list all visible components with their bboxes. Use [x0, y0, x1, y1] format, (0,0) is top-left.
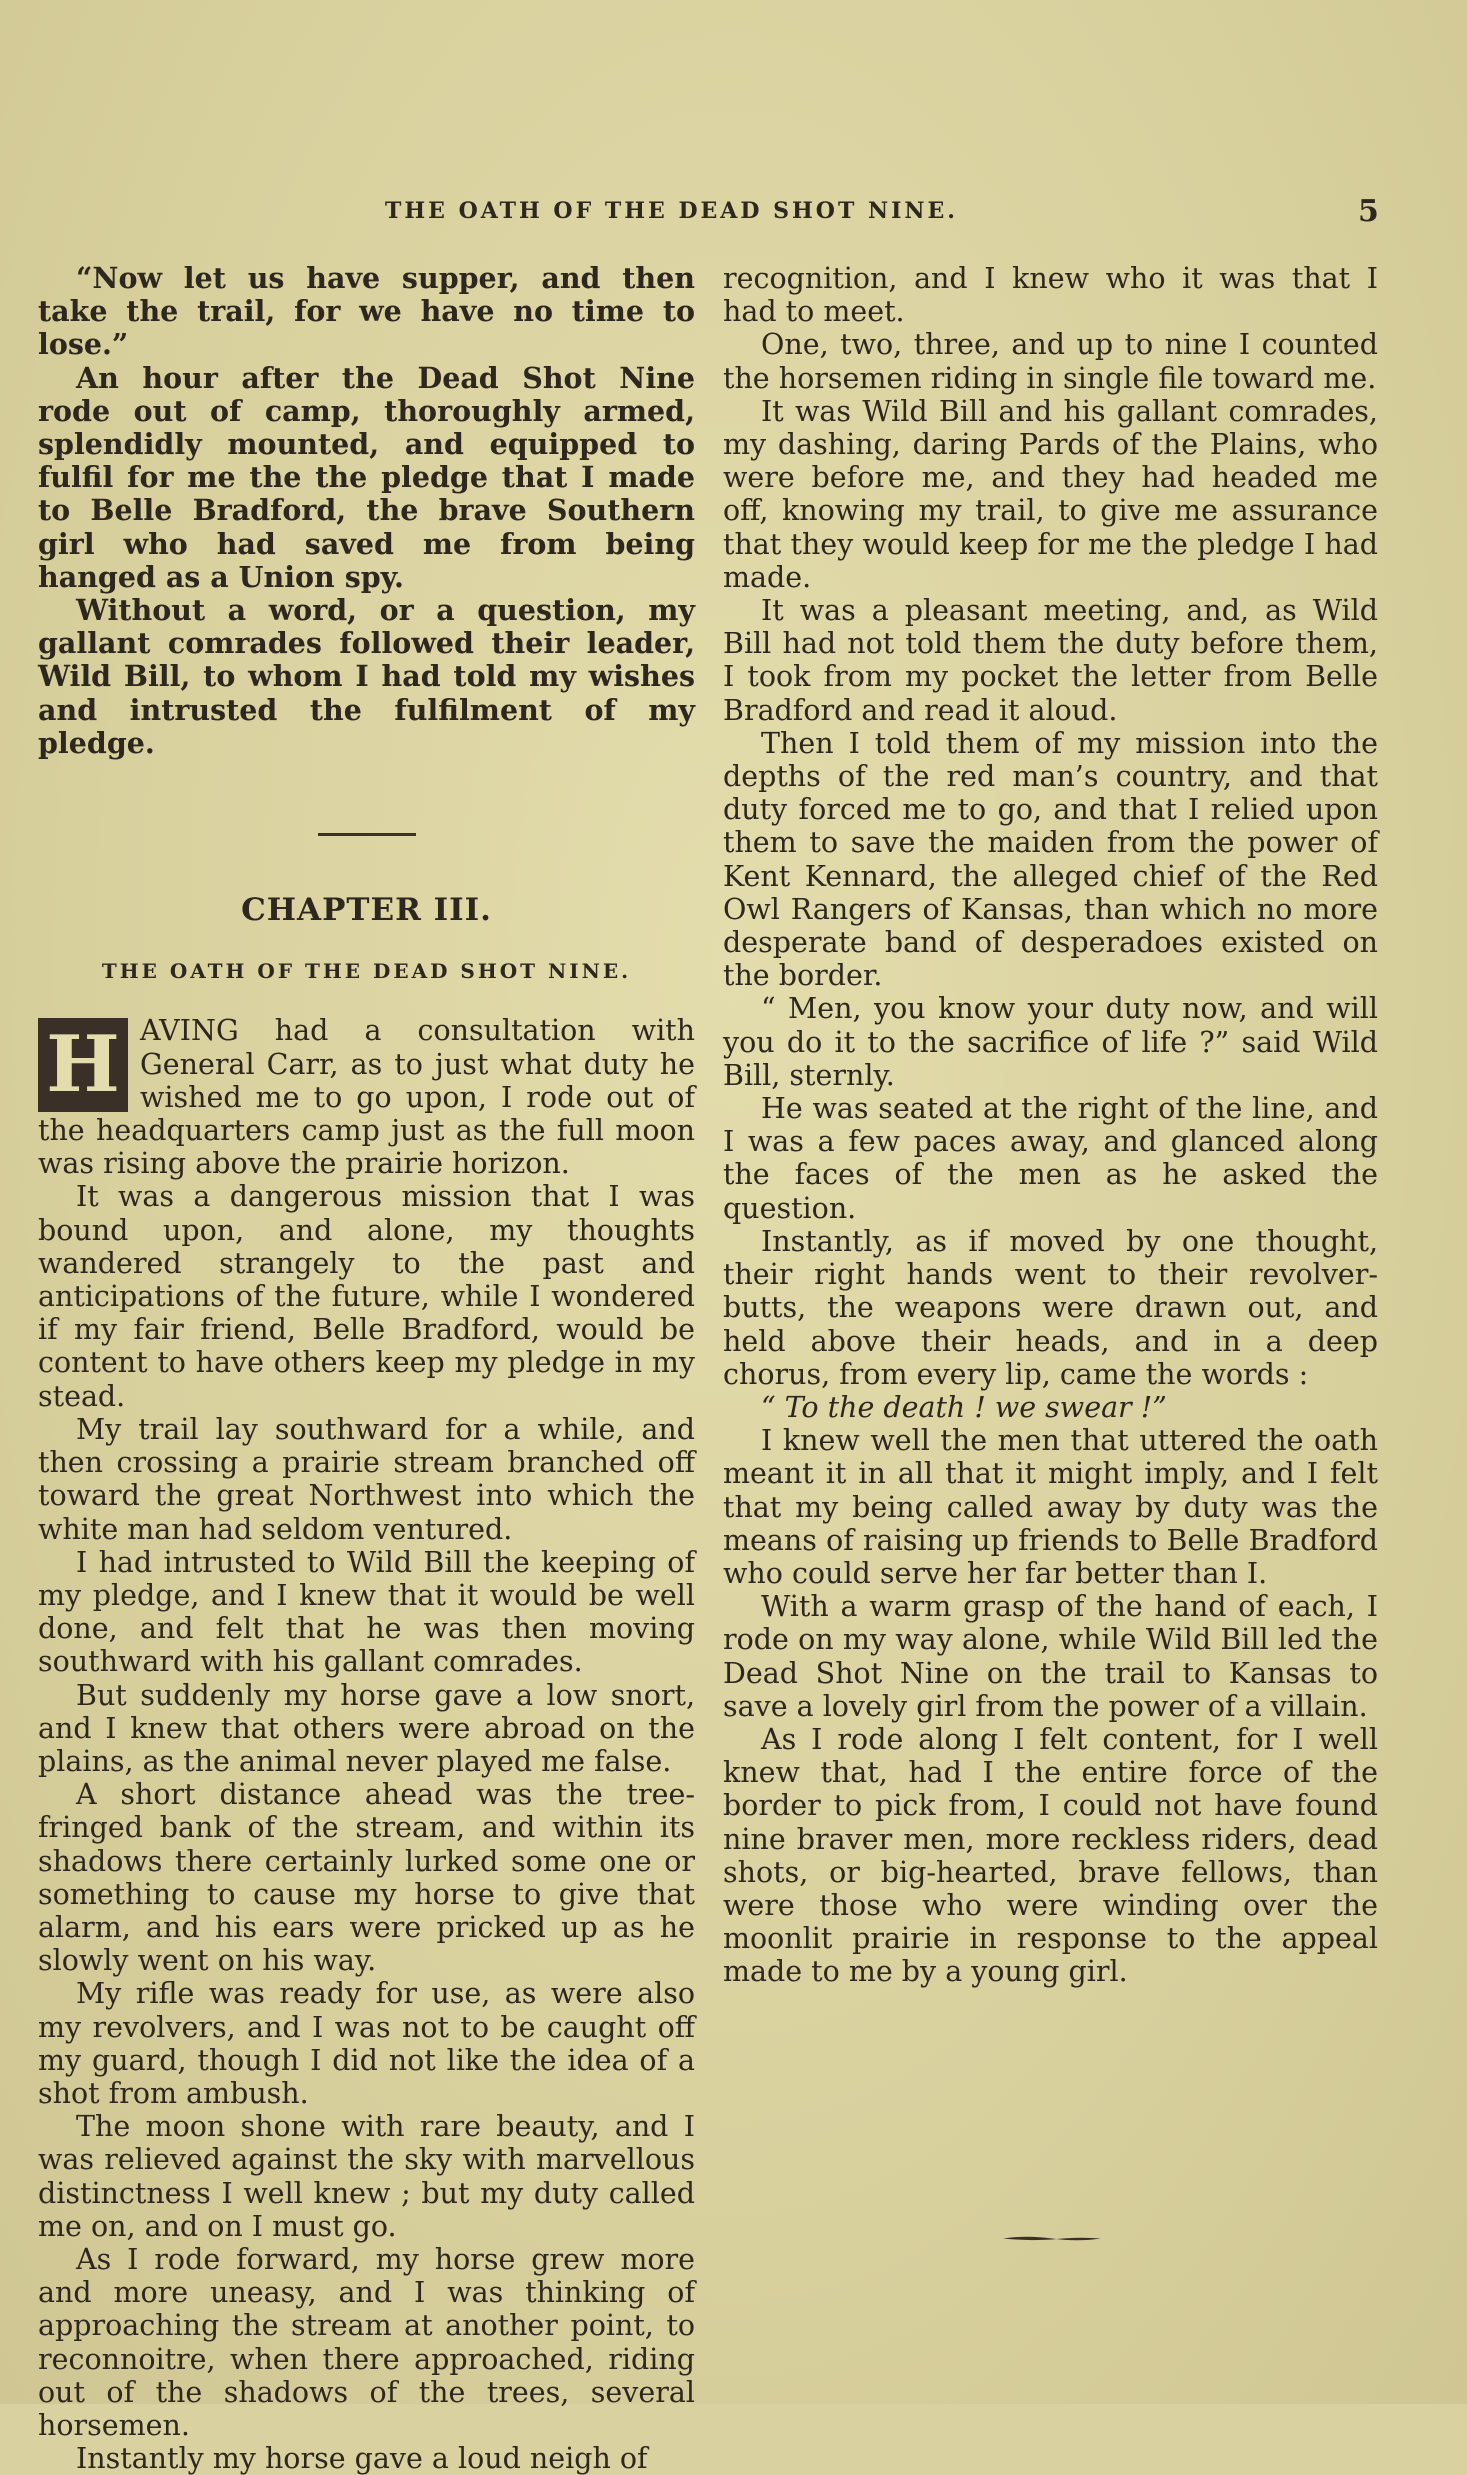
paragraph: It was a pleasant meeting, and, as Wild Bill had not told them the duty before them, I took from my pocket the letter from Belle Bradford and read it aloud.: [723, 594, 1378, 727]
paragraph: It was a dangerous mission that I was bound upon, and alone, my thoughts wandered strangely to the past and anticipations of the future, while I wondered if my fair friend, Belle Bradford, would be content to have others keep my pledge in my stead.: [38, 1180, 695, 1413]
paragraph: Without a word, or a question, my gallant comrades followed their leader, Wild Bill, to whom I had told my wishes and intrusted the fulfilment of my pledge.: [38, 593, 695, 760]
paragraph: It was Wild Bill and his gallant comrades, my dashing, daring Pards of the Plains, who were before me, and they had headed me off, knowing my trail, to give me assurance that they would keep for me the pledge I had made.: [723, 394, 1378, 594]
paragraph: I had intrusted to Wild Bill the keeping of my pledge, and I knew that it would be well done, and felt that he was then moving southward with his gallant comrades.: [38, 1545, 695, 1679]
end-ornament: [1003, 2234, 1101, 2243]
paragraph: As I rode forward, my horse grew more and more uneasy, and I was thinking of approaching the stream at another point, to reconnoitre, when there approached, riding out of the shadows of the trees, several horsemen.: [38, 2242, 695, 2442]
page-number: 5: [1358, 194, 1379, 229]
chapter-opening-paragraph: [38, 1014, 695, 1180]
paragraph: Then I told them of my mission into the depths of the red man’s country, and that duty forced me to go, and that I relied upon them to save the maiden from the power of Kent Kennard, the alleged chief of the Red Owl Rangers of Kansas, than which no more desperate band of desperadoes existed on the border.: [723, 726, 1378, 993]
paragraph: One, two, three, and up to nine I counted the horsemen riding in single file toward me.: [723, 328, 1378, 395]
paragraph: The moon shone with rare beauty, and I was relieved against the sky with marvellous distinctness I well knew ; but my duty called me on, and on I must go.: [38, 2110, 695, 2243]
paragraph: With a warm grasp of the hand of each, I rode on my way alone, while Wild Bill led the Dead Shot Nine on the trail to Kansas to save a lovely girl from the power of a villain.: [723, 1590, 1378, 1723]
paragraph: “Now let us have supper, and then take the trail, for we have no time to lose.”: [38, 261, 695, 362]
paragraph: As I rode along I felt content, for I well knew that, had I the entire force of the border to pick from, I could not have found nine braver men, more reckless riders, dead shots, or big-hearted, brave fellows, than were those who were winding over the moonlit prairie in response to the appeal made to me by a young girl.: [723, 1722, 1378, 1989]
paragraph: “ Men, you know your duty now, and will you do it to the sacrifice of life ?” said Wild Bill, sternly.: [723, 992, 1378, 1092]
paragraph: I knew well the men that uttered the oath meant it in all that it might imply, and I felt that my being called away by duty was the means of raising up friends to Belle Bradford who could serve her far better than I.: [723, 1424, 1378, 1590]
paragraph: An hour after the Dead Shot Nine rode out of camp, thoroughly armed, splendidly mounted, and equipped to fulfil for me the the pledge that I made to Belle Bradford, the brave Southern girl who had saved me from being hanged as a Union spy.: [38, 360, 695, 594]
chapter-title: CHAPTER III.: [241, 892, 492, 929]
section-divider: [318, 833, 416, 836]
paragraph: Instantly my horse gave a loud neigh of: [76, 2442, 648, 2475]
running-head: THE OATH OF THE DEAD SHOT NINE.: [385, 198, 958, 224]
paragraph: recognition, and I knew who it was that I had to meet.: [723, 262, 1378, 329]
paragraph: Instantly, as if moved by one thought, their right hands went to their revolver-butts, the weapons were drawn out, and held above their heads, and in a deep chorus, from every lip, came the words :: [723, 1224, 1378, 1391]
paragraph: A short distance ahead was the tree-fringed bank of the stream, and within its shadows there certainly lurked some one or something to cause my horse to give that alarm, and his ears were pricked up as he slowly went on his way.: [38, 1778, 695, 1978]
chapter-subtitle: THE OATH OF THE DEAD SHOT NINE.: [101, 959, 632, 984]
paragraph: My trail lay southward for a while, and then crossing a prairie stream branched off toward the great Northwest into which the white man had seldom ventured.: [38, 1412, 695, 1546]
paragraph: But suddenly my horse gave a low snort, and I knew that others were abroad on the plains, as the animal never played me false.: [38, 1678, 695, 1778]
oath-line: “ To the death ! we swear !”: [761, 1390, 1167, 1424]
opening-text: AVING had a consultation with General Carr, as to just what duty he wished me to go upon, I rode out of the headquarters camp just as the full moon was rising above the prairie horizon.: [38, 1014, 695, 1181]
right-column: [723, 262, 1378, 1989]
drop-cap-letter: H: [38, 1018, 128, 1112]
paragraph: My rifle was ready for use, as were also my revolvers, and I was not to be caught off my guard, though I did not like the idea of a shot from ambush.: [38, 1977, 695, 2110]
left-column: [38, 262, 695, 2475]
paragraph: He was seated at the right of the line, and I was a few paces away, and glanced along the faces of the men as he asked the question.: [723, 1092, 1378, 1225]
